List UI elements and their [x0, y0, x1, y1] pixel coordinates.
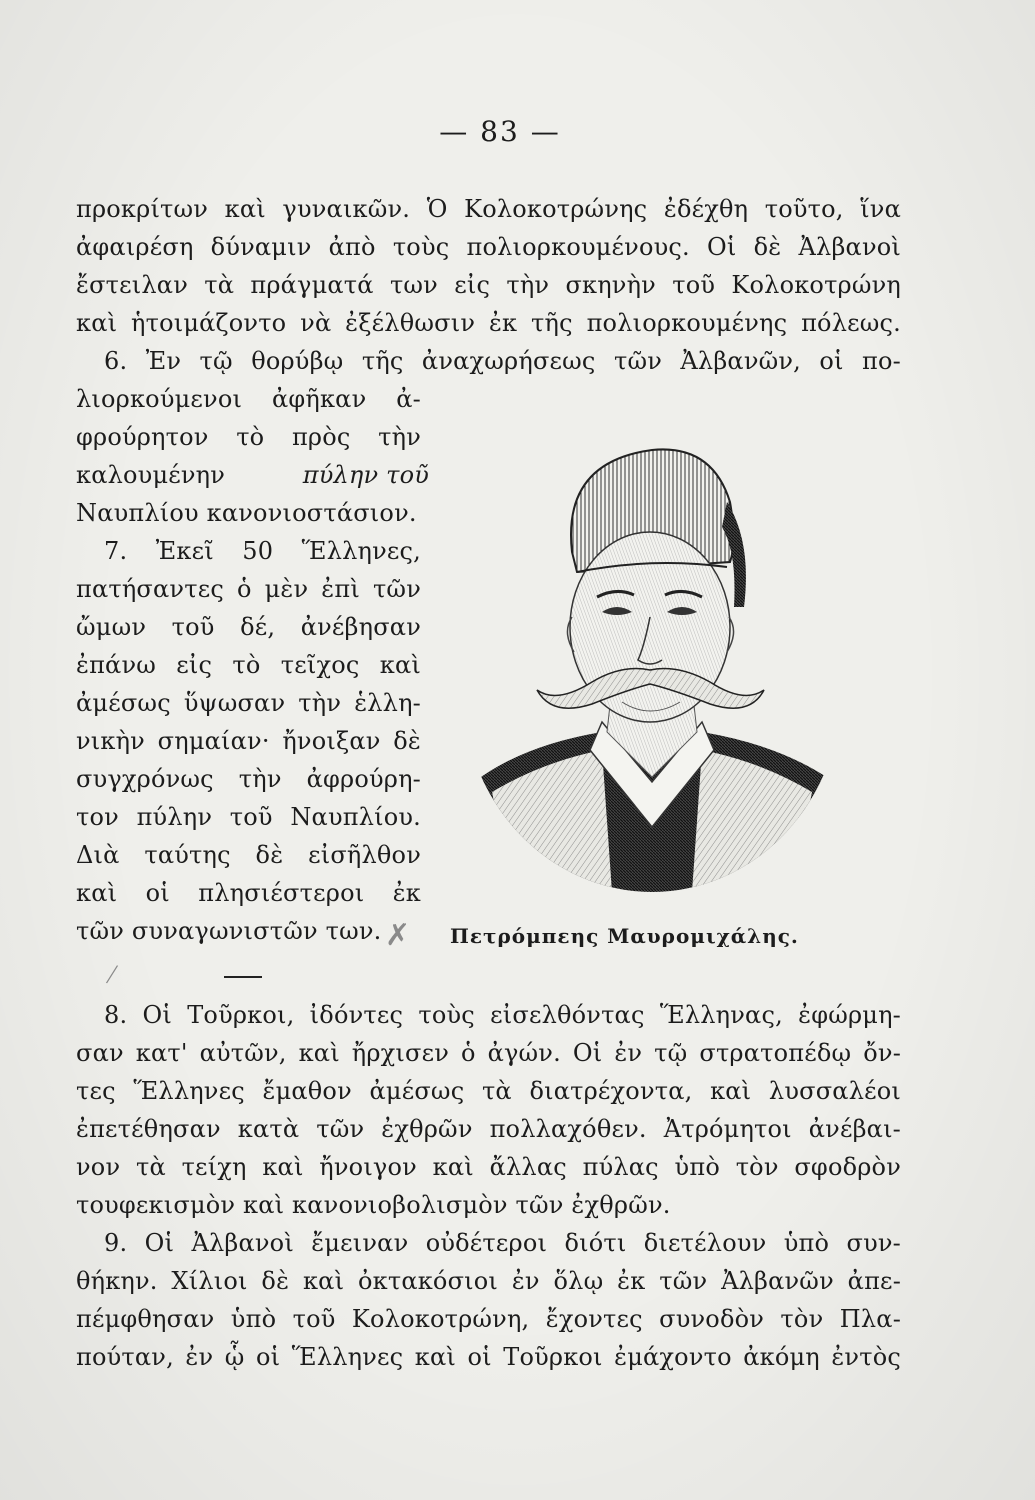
section-7-first-line: 7. Ἐκεῖ 50 Ἕλληνες,	[104, 537, 421, 565]
text-line: ὤμων τοῦ δέ, ἀνέβησαν	[76, 613, 421, 641]
portrait-caption: Πετρόμπεης Μαυρομιχάλης.	[450, 924, 799, 948]
text-line: ἐπετέθησαν κατὰ τῶν ἐχθρῶν πολλαχόθεν. Ἀτρόμητοι ἀνέβαι-	[76, 1115, 901, 1143]
portrait-engraving	[452, 432, 852, 892]
text-line: τουφεκισμὸν καὶ κανονιοβολισμὸν τῶν ἐχθρῶν.	[76, 1191, 671, 1219]
text-line: σαν κατ' αὐτῶν, καὶ ἤρχισεν ὁ ἀγών. Οἱ ἐν τῷ στρατοπέδῳ ὄν-	[76, 1039, 901, 1067]
text-line: τον πύλην τοῦ Ναυπλίου.	[76, 803, 421, 831]
text-line-with-italic	[76, 458, 430, 492]
pencil-mark: /	[104, 959, 120, 989]
text-line: προκρίτων καὶ γυναικῶν. Ὁ Κολοκοτρώνης ἐδέχθη τοῦτο, ἵνα	[76, 195, 901, 223]
text-line: Ναυπλίου κανονιοστάσιον.	[76, 499, 417, 527]
text-line: θήκην. Χίλιοι δὲ καὶ ὀκτακόσιοι ἐν ὅλῳ ἐκ τῶν Ἀλβανῶν ἀπε-	[76, 1267, 901, 1295]
text-line: πούταν, ἐν ᾧ οἱ Ἕλληνες καὶ οἱ Τοῦρκοι ἐμάχοντο ἀκόμη ἐντὸς	[76, 1343, 901, 1371]
text-line: συγχρόνως τὴν ἀφρούρη-	[76, 765, 421, 793]
text-line: λιορκούμενοι ἀφῆκαν ἀ-	[76, 385, 421, 413]
section-6-first-line: 6. Ἐν τῷ θορύβῳ τῆς ἀναχωρήσεως τῶν Ἀλβανῶν, οἱ πο-	[104, 347, 901, 375]
text-line: πέμφθησαν ὑπὸ τοῦ Κολοκοτρώνη, ἔχοντες συνοδὸν τὸν Πλα-	[76, 1305, 901, 1333]
text-fragment: καλουμένην	[76, 461, 226, 489]
text-line: ἀφαιρέση δύναμιν ἀπὸ τοὺς πολιορκουμένους. Οἱ δὲ Ἀλβανοὶ	[76, 233, 901, 261]
text-line: τες Ἕλληνες ἔμαθον ἀμέσως τὰ διατρέχοντα, καὶ λυσσαλέοι	[76, 1077, 901, 1105]
text-line: Διὰ ταύτης δὲ εἰσῆλθον	[76, 841, 421, 869]
section-9-first-line: 9. Οἱ Ἀλβανοὶ ἔμειναν οὐδέτεροι διότι διετέλουν ὑπὸ συν-	[104, 1229, 901, 1257]
text-line: νικὴν σημαίαν· ἤνοιξαν δὲ	[76, 727, 421, 755]
text-line: τῶν συναγωνιστῶν των.	[76, 917, 382, 945]
text-line: ἔστειλαν τὰ πράγματά των εἰς τὴν σκηνὴν τοῦ Κολοκοτρώνη	[76, 271, 901, 299]
page-number: — 83 —	[439, 115, 561, 148]
text-line: φρούρητον τὸ πρὸς τὴν	[76, 423, 421, 451]
section-divider	[224, 976, 262, 978]
text-line: ἐπάνω εἰς τὸ τεῖχος καὶ	[76, 651, 421, 679]
section-8-first-line: 8. Οἱ Τοῦρκοι, ἰδόντες τοὺς εἰσελθόντας Ἕλληνας, ἐφώρμη-	[104, 1001, 901, 1029]
text-line: ἀμέσως ὕψωσαν τὴν ἑλλη-	[76, 689, 421, 717]
text-line: καὶ οἱ πλησιέστεροι ἐκ	[76, 879, 421, 907]
italic-phrase: πύλην τοῦ	[302, 461, 430, 489]
text-line: καὶ ἡτοιμάζοντο νὰ ἐξέλθωσιν ἐκ τῆς πολιορκουμένης πόλεως.	[76, 309, 901, 337]
pencil-mark: ✗	[385, 918, 411, 953]
text-line: πατήσαντες ὁ μὲν ἐπὶ τῶν	[76, 575, 421, 603]
text-line: νον τὰ τείχη καὶ ἤνοιγον καὶ ἄλλας πύλας ὑπὸ τὸν σφοδρὸν	[76, 1153, 901, 1181]
